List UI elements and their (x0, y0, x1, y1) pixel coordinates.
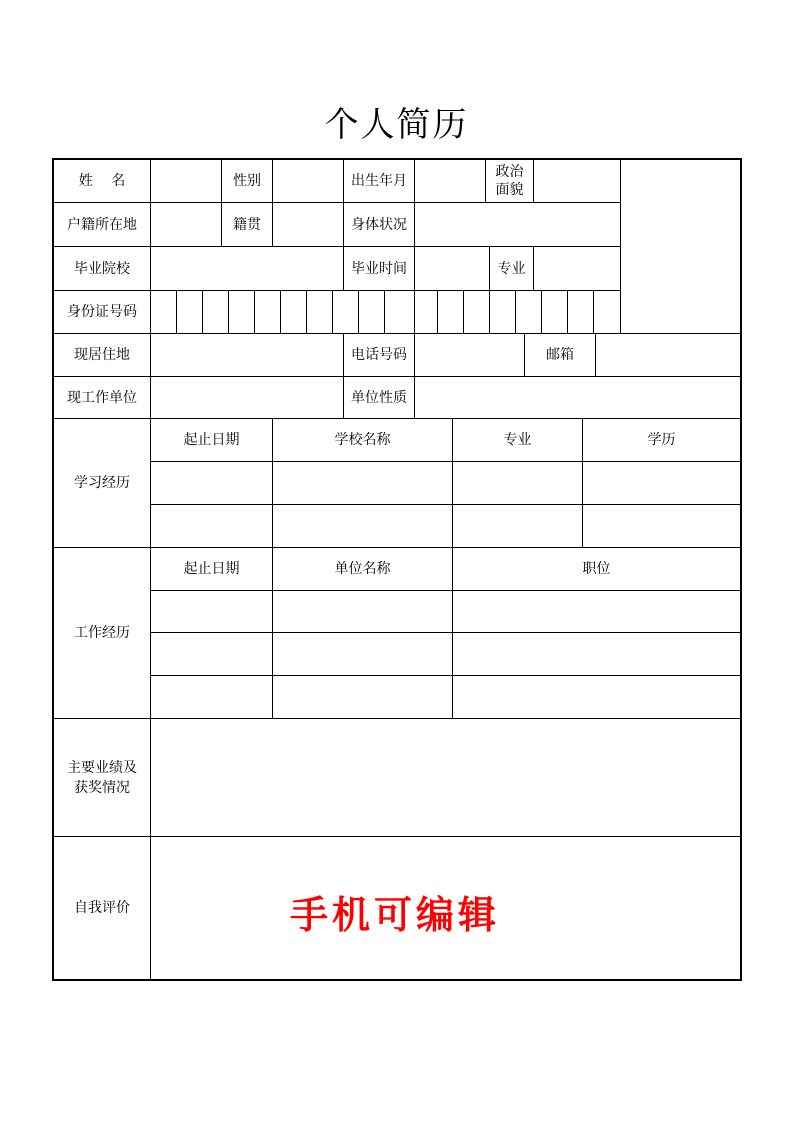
political-input[interactable] (533, 159, 621, 203)
employer-type-input[interactable] (414, 376, 741, 419)
phone-input[interactable] (414, 333, 525, 377)
work-dates-cell[interactable] (150, 632, 273, 676)
id-digit-box[interactable] (150, 290, 177, 334)
grad-time-input[interactable] (414, 246, 490, 291)
id-digit-box[interactable] (463, 290, 490, 334)
education-header-school: 学校名称 (272, 418, 453, 462)
id-digit-box[interactable] (567, 290, 594, 334)
id-digit-box[interactable] (489, 290, 516, 334)
id-label: 身份证号码 (53, 290, 151, 334)
id-digit-box[interactable] (254, 290, 281, 334)
education-school-cell[interactable] (272, 504, 453, 548)
school-input[interactable] (150, 246, 344, 291)
work-employer-cell[interactable] (272, 675, 453, 719)
phone-label: 电话号码 (343, 333, 415, 377)
education-header-degree: 学历 (582, 418, 741, 462)
id-digit-box[interactable] (306, 290, 333, 334)
gender-input[interactable] (272, 159, 344, 203)
employer-type-label: 单位性质 (343, 376, 415, 419)
work-header-position: 职位 (452, 547, 741, 591)
achievements-label: 主要业绩及 获奖情况 (53, 718, 151, 837)
email-label: 邮箱 (524, 333, 596, 377)
education-section-label: 学习经历 (53, 418, 151, 548)
work-employer-cell[interactable] (272, 632, 453, 676)
editable-watermark-text: 手机可编辑 (289, 893, 500, 937)
native-label: 籍贯 (221, 202, 273, 247)
birth-input[interactable] (414, 159, 486, 203)
work-header-employer: 单位名称 (272, 547, 453, 591)
id-digit-box[interactable] (228, 290, 255, 334)
id-digit-box[interactable] (437, 290, 464, 334)
education-major-cell[interactable] (452, 504, 583, 548)
grad-time-label: 毕业时间 (343, 246, 415, 291)
employer-label: 现工作单位 (53, 376, 151, 419)
work-header-dates: 起止日期 (150, 547, 273, 591)
address-label: 现居住地 (53, 333, 151, 377)
id-digit-box[interactable] (414, 290, 438, 334)
native-input[interactable] (272, 202, 344, 247)
school-label: 毕业院校 (53, 246, 151, 291)
id-digit-box[interactable] (332, 290, 359, 334)
work-employer-cell[interactable] (272, 590, 453, 633)
major-input[interactable] (533, 246, 621, 291)
id-digit-box[interactable] (593, 290, 621, 334)
photo-box[interactable] (620, 159, 741, 334)
employer-input[interactable] (150, 376, 344, 419)
id-digit-box[interactable] (280, 290, 307, 334)
major-label: 专业 (489, 246, 534, 291)
email-input[interactable] (595, 333, 741, 377)
hukou-label: 户籍所在地 (53, 202, 151, 247)
gender-label: 性别 (221, 159, 273, 203)
name-input[interactable] (150, 159, 222, 203)
education-degree-cell[interactable] (582, 504, 741, 548)
id-digit-box[interactable] (202, 290, 229, 334)
work-position-cell[interactable] (452, 675, 741, 719)
work-position-cell[interactable] (452, 590, 741, 633)
work-section-label: 工作经历 (53, 547, 151, 719)
address-input[interactable] (150, 333, 344, 377)
work-dates-cell[interactable] (150, 590, 273, 633)
education-degree-cell[interactable] (582, 461, 741, 505)
education-dates-cell[interactable] (150, 504, 273, 548)
self-eval-label: 自我评价 (53, 836, 151, 980)
id-digit-box[interactable] (541, 290, 568, 334)
education-header-dates: 起止日期 (150, 418, 273, 462)
achievements-input[interactable] (150, 718, 741, 837)
birth-label: 出生年月 (343, 159, 415, 203)
health-input[interactable] (414, 202, 621, 247)
work-dates-cell[interactable] (150, 675, 273, 719)
education-school-cell[interactable] (272, 461, 453, 505)
id-digit-box[interactable] (384, 290, 415, 334)
id-digit-box[interactable] (358, 290, 385, 334)
id-digit-box[interactable] (176, 290, 203, 334)
education-dates-cell[interactable] (150, 461, 273, 505)
name-label: 姓 名 (53, 159, 151, 203)
education-major-cell[interactable] (452, 461, 583, 505)
health-label: 身体状况 (343, 202, 415, 247)
page-title: 个人简历 (324, 105, 469, 145)
work-position-cell[interactable] (452, 632, 741, 676)
political-label: 政治 面貌 (485, 159, 534, 203)
id-digit-box[interactable] (515, 290, 542, 334)
hukou-input[interactable] (150, 202, 222, 247)
education-header-major: 专业 (452, 418, 583, 462)
